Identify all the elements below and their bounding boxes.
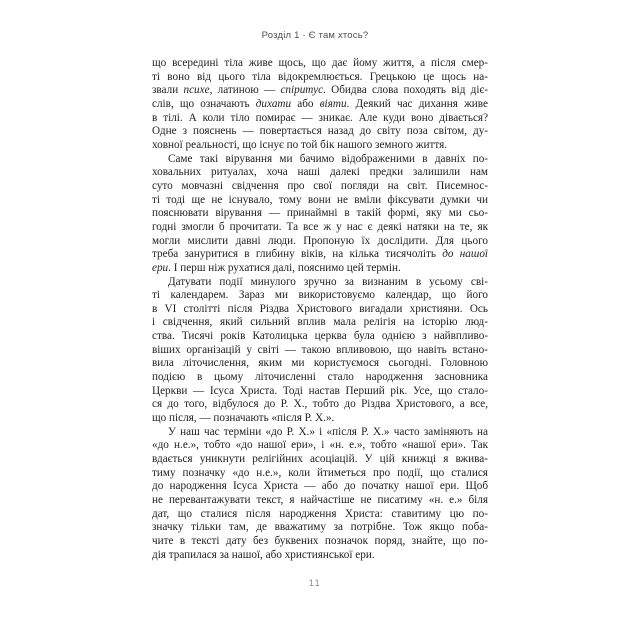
text-line: дат, що сталися після народження Христа: ставитиму цю по- [152,507,488,520]
page-number: 11 [308,578,322,588]
text-line: У наш час терміни «до Р. Х.» і «після Р. Х.» часто заміняють на [168,425,488,438]
text-line: і свідчення, який сильний вплив мала релігія на історію люд- [152,316,488,329]
text-line: слів, що означають дихати або віяти. Деякий час дихання живе [152,97,488,110]
text-line: «до н.е.», тобто «до нашої ери», і «н. е.», тобто «нашої ери». Так [152,439,488,452]
text-line: Одне з пояснень — повертається назад до світу поза світом, ду- [152,125,488,138]
text-line: треба зануритися в глибину віків, на кілька тисячоліть до нашої [152,248,488,261]
text-line: до народження Ісуса Христа — або до початку нашої ери. Щоб [152,480,488,493]
text-line: вдається уникнути релігійних асоціацій. У цій книжці я вжива- [152,453,488,466]
text-line: Церкви — Ісуса Христа. Тоді настав Перший рік. Усе, що стало- [152,384,488,397]
text-line: не перевантажувати текст, я найчастіше не писатиму «н. е.» біля [152,494,488,506]
text-line: чите в тексті дату без буквених позначок поряд, знайте, що по- [152,534,488,547]
text-line: що після, — позначають «після Р. Х.». [152,412,335,425]
text-line: подією в цьому літочисленні стало народження засновника [152,371,488,384]
text-line: ховної реальності, що існує по той бік нашого земного життя. [152,138,448,151]
text-line: ті воно від цього тіла відокремлюється. Грецькою це щось на- [152,70,488,83]
text-line: значку тільки там, де вважатиму за потрібне. Тож якщо поба- [152,521,488,534]
text-line: годні змогли б прочитати. Та все ж у нас є деякі натяки на те, як [152,220,488,233]
text-line: ті календарем. Зараз ми використовуємо календар, що його [152,289,488,302]
text-line: дія трапилася за нашої, або християнської ери. [152,548,375,561]
text-line: пояснювати вірування — принаймні в такій формі, яку ми сьо- [152,207,488,220]
text-line: що всередині тіла живе щось, що дає йому життя, а після смер- [152,57,488,69]
text-line: могли мислити давні люди. Пропоную їх дослідити. Для цього [152,234,488,247]
text-line: Датувати події минулого зручно за визнаним в усьому сві- [168,275,488,288]
text-line: тиму позначку «до н.е.», коли йтиметься про події, що сталися [152,466,488,479]
text-line: ховальних ритуалах, хоча наші далекі предки залишили нам [152,166,488,179]
text-line: ті тоді ще не існувало, тому вони не вміли фіксувати думки чи [152,193,488,206]
body-text [152,57,488,562]
text-line: ери. І перш ніж рухатися далі, пояснимо цей термін. [152,261,401,274]
text-line: вила літочислення, яким ми користуємося сьогодні. Головною [152,357,488,370]
text-line: ства. Тисячі років Католицька церква була однією з найвпливо- [152,330,488,343]
text-line: Саме такі вірування ми бачимо відображеними в давніх по- [168,152,488,165]
text-line: звали психе, латиною — спіритус. Обидва слова походять від діє- [152,84,488,97]
text-line: ся до того, відбулося до Р. Х., тобто до Різдва Христового, а все, [152,398,488,411]
text-line: в тілі. А коли тіло помирає — зникає. Але куди воно дівається? [152,111,488,124]
running-header: Розділ 1 · Є там хтось? [261,30,369,41]
text-line: віших організацій у світі — такою впливовою, що навіть встано- [152,343,488,356]
text-line: в VI столітті після Різдва Христового вигадали християни. Ось [152,302,488,315]
text-line: суто мовчазні свідчення про свої погляди на світ. Писемнос- [152,179,488,192]
